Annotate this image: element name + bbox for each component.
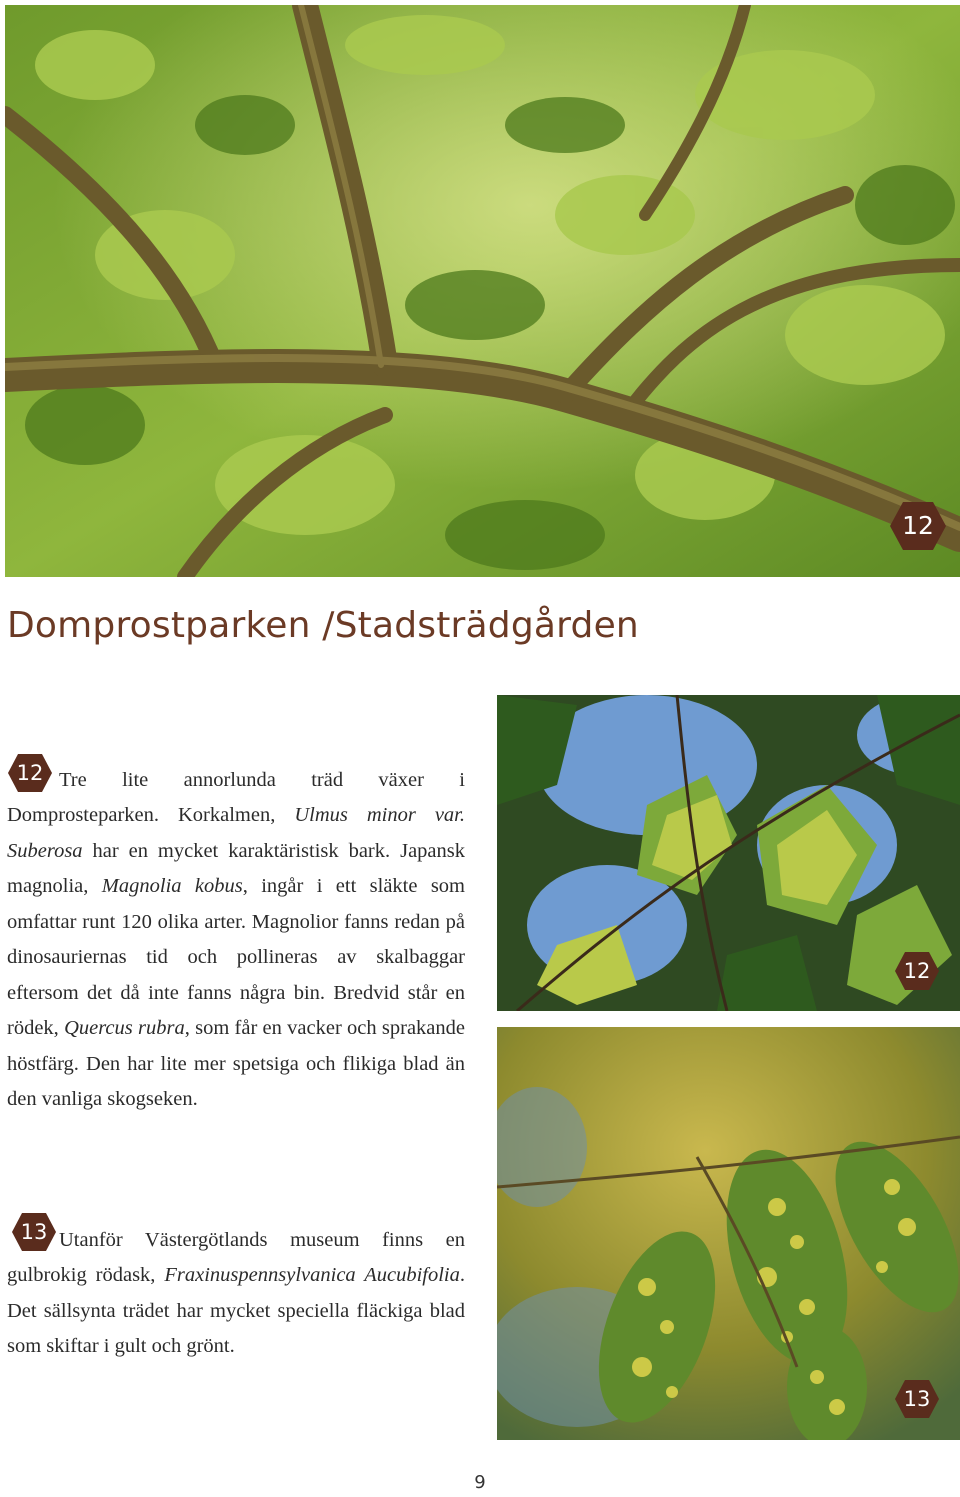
variegated-ash-photo	[497, 1027, 960, 1440]
location-badge-13: 13	[894, 1379, 940, 1419]
location-badge-12: 12	[894, 951, 940, 991]
page-title: Domprostparken /Stadsträdgården	[7, 605, 639, 646]
tree-branches-photo	[5, 5, 960, 577]
section-marker-12: 12	[7, 753, 53, 793]
section-13-paragraph: Utanför Västergötlands museum finns en gulbrokig rödask, Fraxinuspennsylvanica Aucubifolia. Det sällsynta trädet har mycket speciella fläckiga blad som skiftar i gult och grönt.	[7, 1228, 466, 1357]
section-12-paragraph: Tre lite annorlunda träd växer i Domprosteparken. Korkalmen, Ulmus minor var. Suberosa har en mycket karaktäristisk bark. Japansk magnolia, Magnolia kobus, ingår i ett släkte som omfattar runt 120 olika arter. Magnolior fanns redan på dinosauriernas tid och pollineras av skalbaggar eftersom det då inte fanns några bin. Bredvid står en rödek, Quercus rubra, som får en vacker och sprakande höstfärg. Den har lite mer spetsiga och flikiga blad än den vanliga skogseken.	[7, 768, 466, 1110]
oak-leaves-photo	[497, 695, 960, 1011]
section-marker-13: 13	[11, 1212, 57, 1252]
page-number: 9	[474, 1472, 486, 1493]
location-badge-12: 12	[889, 501, 947, 551]
